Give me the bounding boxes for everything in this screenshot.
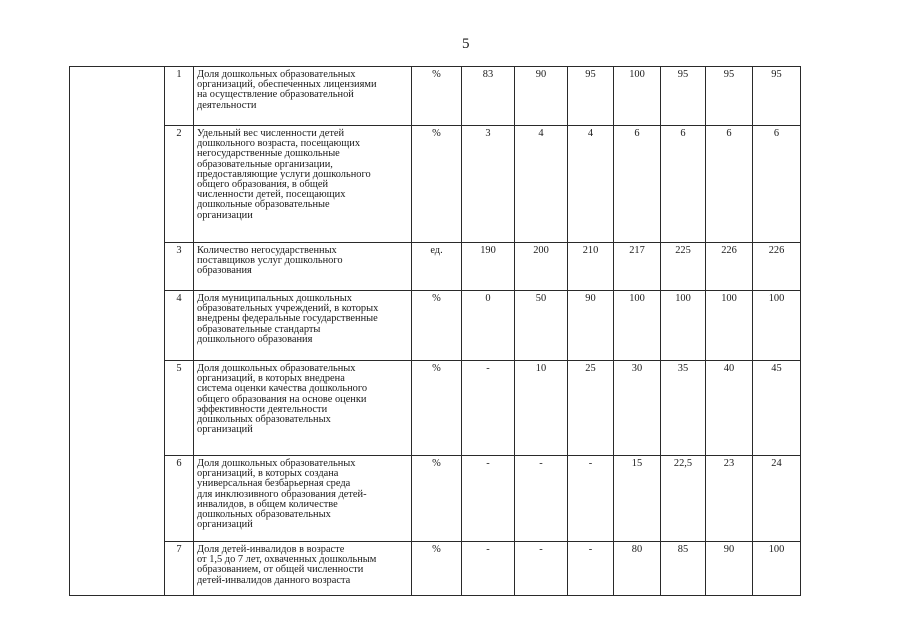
value-cell: 90 xyxy=(568,291,614,361)
value-cell: 30 xyxy=(614,361,661,456)
unit-cell: % xyxy=(412,542,462,596)
value-cell: 190 xyxy=(462,243,515,291)
row-number-cell: 5 xyxy=(165,361,194,456)
value-cell: 6 xyxy=(661,126,706,243)
value-cell: 4 xyxy=(515,126,568,243)
value-cell: 35 xyxy=(661,361,706,456)
value-cell: 100 xyxy=(753,291,801,361)
unit-cell: ед. xyxy=(412,243,462,291)
value-cell: 45 xyxy=(753,361,801,456)
indicator-name-cell: Доля муниципальных дошкольных образовательных учреждений, в которых внедрены федеральные государственные образовательные стандарты дошкольного образования xyxy=(194,291,412,361)
value-cell: 100 xyxy=(753,542,801,596)
unit-cell: % xyxy=(412,126,462,243)
value-cell: - xyxy=(462,542,515,596)
indicators-table xyxy=(69,66,801,596)
value-cell: - xyxy=(462,456,515,542)
indicator-name-cell: Доля дошкольных образовательных организаций, в которых внедрена система оценки качества дошкольного общего образования на основе оценки эффективности деятельности дошкольных образовательных организаций xyxy=(194,361,412,456)
value-cell: 100 xyxy=(614,291,661,361)
value-cell: 95 xyxy=(753,67,801,126)
value-cell: - xyxy=(515,542,568,596)
value-cell: - xyxy=(568,456,614,542)
value-cell: 40 xyxy=(706,361,753,456)
value-cell: 85 xyxy=(661,542,706,596)
value-cell: 90 xyxy=(706,542,753,596)
value-cell: 15 xyxy=(614,456,661,542)
row-number-cell: 7 xyxy=(165,542,194,596)
unit-cell: % xyxy=(412,456,462,542)
value-cell: 6 xyxy=(706,126,753,243)
value-cell: 4 xyxy=(568,126,614,243)
value-cell: 225 xyxy=(661,243,706,291)
value-cell: - xyxy=(462,361,515,456)
value-cell: 23 xyxy=(706,456,753,542)
value-cell: 6 xyxy=(753,126,801,243)
blank-merged-cell xyxy=(70,67,165,596)
indicator-name-cell: Доля детей-инвалидов в возрасте от 1,5 до 7 лет, охваченных дошкольным образованием, от общей численности детей-инвалидов данного возраста xyxy=(194,542,412,596)
table-row xyxy=(70,67,801,126)
value-cell: 95 xyxy=(706,67,753,126)
row-number-cell: 2 xyxy=(165,126,194,243)
value-cell: 3 xyxy=(462,126,515,243)
table-row xyxy=(70,542,801,596)
value-cell: 100 xyxy=(661,291,706,361)
value-cell: 217 xyxy=(614,243,661,291)
value-cell: - xyxy=(568,542,614,596)
indicator-name-cell: Доля дошкольных образовательных организаций, в которых создана универсальная безбарьерная среда для инклюзивного образования детей- инвалидов, в общем количестве дошкольных образовательных организаций xyxy=(194,456,412,542)
value-cell: 6 xyxy=(614,126,661,243)
value-cell: 0 xyxy=(462,291,515,361)
value-cell: 95 xyxy=(568,67,614,126)
value-cell: - xyxy=(515,456,568,542)
table-row xyxy=(70,291,801,361)
row-number-cell: 1 xyxy=(165,67,194,126)
value-cell: 24 xyxy=(753,456,801,542)
value-cell: 83 xyxy=(462,67,515,126)
value-cell: 90 xyxy=(515,67,568,126)
indicator-name-cell: Удельный вес численности детей дошкольного возраста, посещающих негосударственные дошкольные образовательные организации, предоставляющие услуги дошкольного общего образования, в общей численности детей, посещающих дошкольные образовательные организации xyxy=(194,126,412,243)
value-cell: 100 xyxy=(614,67,661,126)
value-cell: 50 xyxy=(515,291,568,361)
value-cell: 25 xyxy=(568,361,614,456)
row-number-cell: 4 xyxy=(165,291,194,361)
unit-cell: % xyxy=(412,361,462,456)
value-cell: 22,5 xyxy=(661,456,706,542)
value-cell: 95 xyxy=(661,67,706,126)
indicator-name-cell: Доля дошкольных образовательных организаций, обеспеченных лицензиями на осуществление образовательной деятельности xyxy=(194,67,412,126)
row-number-cell: 6 xyxy=(165,456,194,542)
table-row xyxy=(70,126,801,243)
table-row xyxy=(70,361,801,456)
unit-cell: % xyxy=(412,291,462,361)
table-row xyxy=(70,243,801,291)
value-cell: 210 xyxy=(568,243,614,291)
value-cell: 226 xyxy=(753,243,801,291)
value-cell: 10 xyxy=(515,361,568,456)
unit-cell: % xyxy=(412,67,462,126)
table-row xyxy=(70,456,801,542)
page-number: 5 xyxy=(462,36,470,52)
value-cell: 100 xyxy=(706,291,753,361)
value-cell: 200 xyxy=(515,243,568,291)
value-cell: 226 xyxy=(706,243,753,291)
value-cell: 80 xyxy=(614,542,661,596)
row-number-cell: 3 xyxy=(165,243,194,291)
indicator-name-cell: Количество негосударственных поставщиков услуг дошкольного образования xyxy=(194,243,412,291)
